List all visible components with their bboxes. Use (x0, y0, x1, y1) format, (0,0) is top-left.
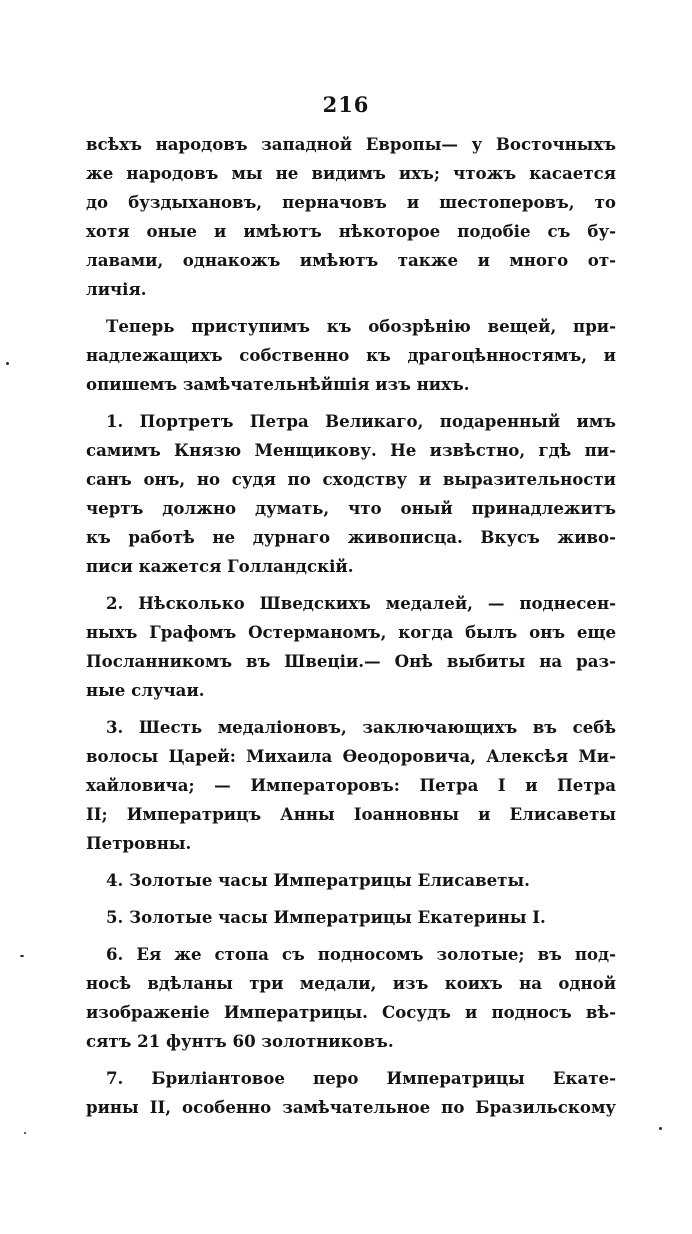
text-line: къ работѣ не дурнаго живописца. Вкусъ живо- (86, 527, 616, 547)
print-speck (6, 362, 9, 365)
paragraph (86, 866, 616, 895)
text-line: изображеніе Императрицы. Сосудъ и подносъ вѣ- (86, 1002, 616, 1022)
text-line: 5. Золотые часы Императрицы Екатерины I. (106, 907, 546, 927)
page-body-text (86, 130, 616, 1122)
text-line: же народовъ мы не видимъ ихъ; чтожъ касается (86, 163, 616, 183)
text-line: волосы Царей: Михаила Ѳеодоровича, Алексѣя Ми- (86, 746, 616, 766)
text-line: носѣ вдѣланы три медали, изъ коихъ на одной (86, 973, 616, 993)
paragraph (86, 589, 616, 705)
paragraph (86, 407, 616, 581)
text-line: писи кажется Голландскій. (86, 556, 354, 576)
paragraph (86, 713, 616, 858)
paragraph (86, 130, 616, 304)
text-line: II; Императрицъ Анны Іоанновны и Елисаветы (86, 804, 616, 824)
text-line: хайловича; — Императоровъ: Петра I и Петра (86, 775, 616, 795)
text-line: Посланникомъ въ Швеціи.— Онѣ выбиты на раз- (86, 651, 616, 671)
text-line: 1. Портретъ Петра Великаго, подаренный имъ (106, 411, 616, 431)
text-line: 2. Нѣсколько Шведскихъ медалей, — поднесен- (106, 593, 616, 613)
paragraph (86, 903, 616, 932)
print-speck (24, 1132, 26, 1134)
print-speck (20, 955, 24, 957)
text-line: сятъ 21 фунтъ 60 золотниковъ. (86, 1031, 394, 1051)
text-line: 6. Ея же стопа съ подносомъ золотые; въ под- (106, 944, 616, 964)
text-line: чертъ должно думать, что оный принадлежитъ (86, 498, 616, 518)
paragraph (86, 1064, 616, 1122)
text-line: надлежащихъ собственно къ драгоцѣнностямъ, и (86, 345, 616, 365)
text-line: санъ онъ, но судя по сходству и выразительности (86, 469, 616, 489)
text-line: личія. (86, 279, 147, 299)
text-line: лавами, однакожъ имѣютъ также и много от- (86, 250, 616, 270)
text-line: всѣхъ народовъ западной Европы— у Восточныхъ (86, 134, 616, 154)
text-line: опишемъ замѣчательнѣйшія изъ нихъ. (86, 374, 470, 394)
text-line: ные случаи. (86, 680, 205, 700)
text-line: 4. Золотые часы Императрицы Елисаветы. (106, 870, 530, 890)
print-speck (659, 1127, 662, 1130)
paragraph (86, 940, 616, 1056)
text-line: самимъ Князю Менщикову. Не извѣстно, гдѣ пи- (86, 440, 616, 460)
text-line: ныхъ Графомъ Остерманомъ, когда былъ онъ еще (86, 622, 616, 642)
paragraph (86, 312, 616, 399)
text-line: до буздыхановъ, перначовъ и шестоперовъ, то (86, 192, 616, 212)
text-line: 3. Шесть медаліоновъ, заключающихъ въ себѣ (106, 717, 616, 737)
text-line: хотя оные и имѣютъ нѣкоторое подобіе съ бу- (86, 221, 616, 241)
text-line: Петровны. (86, 833, 192, 853)
text-line: Теперь приступимъ къ обозрѣнію вещей, при- (106, 316, 616, 336)
text-line: рины II, особенно замѣчательное по Бразильскому (86, 1097, 616, 1117)
page-number: 216 (322, 92, 370, 117)
text-line: 7. Бриліантовое перо Императрицы Екате- (106, 1068, 616, 1088)
